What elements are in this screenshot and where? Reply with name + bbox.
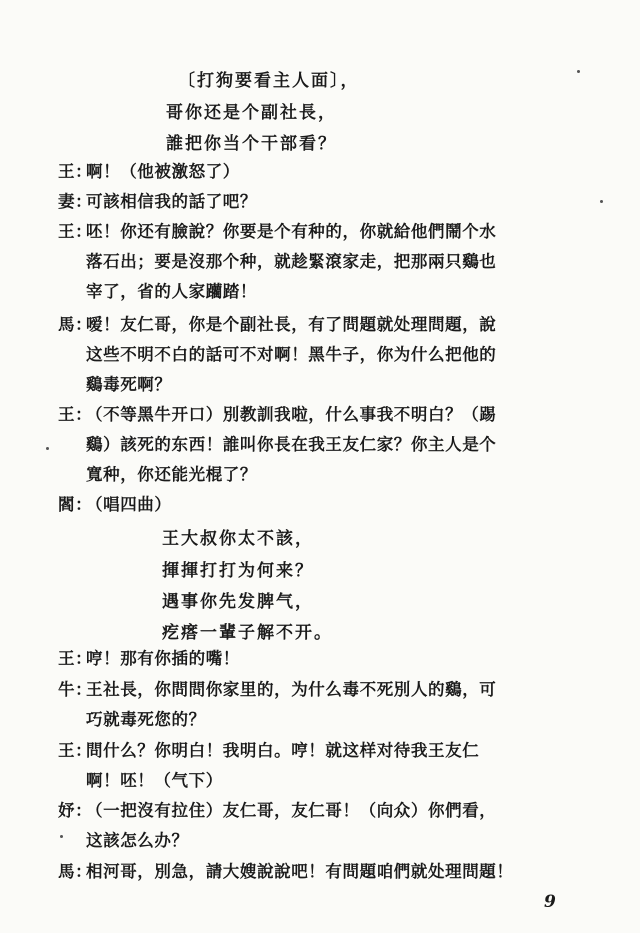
song-line: 遇事你先发脾气， xyxy=(162,592,314,612)
song-line: 誰把你当个干部看？ xyxy=(166,134,337,154)
scan-speck xyxy=(60,835,63,838)
dialogue-text: 啊！呸！（气下） xyxy=(86,771,223,790)
speaker-label: 王： xyxy=(58,741,93,760)
dialogue-line xyxy=(58,857,588,887)
dialogue-text: 鷄）該死的东西！誰叫你長在我王友仁家？你主人是个 xyxy=(86,435,497,454)
speaker-label: 王： xyxy=(58,405,93,424)
dialogue-text: 相河哥，別急，請大嫂說說吧！有問題咱們就处理問題！ xyxy=(86,862,514,881)
dialogue-block xyxy=(58,310,588,400)
song-line: 〔打狗要看主人面〕， xyxy=(178,71,360,91)
song-line: 哥你还是个副社長， xyxy=(166,103,337,123)
dialogue-line xyxy=(58,644,588,674)
dialogue-text: 巧就毒死您的？ xyxy=(86,710,206,729)
dialogue-text: 呸！你还有臉說？你要是个有种的，你就給他們鬧个水 xyxy=(86,222,497,241)
page-number: 9 xyxy=(544,892,556,912)
speaker-label: 妤： xyxy=(58,801,93,820)
dialogue-line xyxy=(58,490,588,520)
dialogue-block xyxy=(58,796,588,856)
speaker-label: 馬： xyxy=(58,862,93,881)
dialogue-block xyxy=(58,675,588,735)
dialogue-text: 落石出；要是沒那个种，就趁緊滾家走，把那兩只鷄也 xyxy=(86,252,497,271)
dialogue-text: 哼！那有你插的嘴！ xyxy=(86,649,240,668)
dialogue-text: 王社長，你問問你家里的，为什么毒不死別人的鷄，可 xyxy=(86,680,497,699)
speaker-label: 王： xyxy=(58,162,93,181)
dialogue-text: （一把沒有拉住）友仁哥，友仁哥！（向众）你們看， xyxy=(86,801,497,820)
dialogue-line xyxy=(58,187,588,217)
song-line: 疙瘩一輩子解不开。 xyxy=(162,623,333,643)
dialogue-block xyxy=(58,736,588,796)
speaker-label: 妻： xyxy=(58,192,93,211)
song-line: 揮揮打打为何来？ xyxy=(162,561,314,581)
dialogue-text: 宰了，省的人家躪踏！ xyxy=(86,282,257,301)
song-line: 王大叔你太不該， xyxy=(162,529,314,549)
dialogue-text: 这些不明不白的話可不对啊！黑牛子，你为什么把他的 xyxy=(86,345,497,364)
speaker-label: 馬： xyxy=(58,315,93,334)
scan-speck xyxy=(600,200,603,203)
dialogue-text: 可該相信我的話了吧？ xyxy=(86,192,257,211)
dialogue-text: 这該怎么办？ xyxy=(86,831,189,850)
dialogue-block xyxy=(58,217,588,307)
dialogue-line xyxy=(58,157,588,187)
speaker-label: 閻： xyxy=(58,495,93,514)
dialogue-text: 鷄毒死啊？ xyxy=(86,375,172,394)
scan-speck xyxy=(577,70,580,73)
scan-speck xyxy=(46,447,49,450)
dialogue-text: 嗳！友仁哥，你是个副社長，有了問題就处理問題，說 xyxy=(86,315,497,334)
dialogue-text: 寬种，你还能光棍了？ xyxy=(86,465,257,484)
speaker-label: 牛： xyxy=(58,680,93,699)
dialogue-text: （唱四曲） xyxy=(86,495,172,514)
dialogue-text: （不等黑牛开口）別教訓我啦，什么事我不明白？（踢 xyxy=(86,405,497,424)
dialogue-text: 啊！（他被激怒了） xyxy=(86,162,240,181)
dialogue-block xyxy=(58,400,588,490)
speaker-label: 王： xyxy=(58,649,93,668)
speaker-label: 王： xyxy=(58,222,93,241)
dialogue-text: 問什么？你明白！我明白。哼！就这样对待我王友仁 xyxy=(86,741,480,760)
